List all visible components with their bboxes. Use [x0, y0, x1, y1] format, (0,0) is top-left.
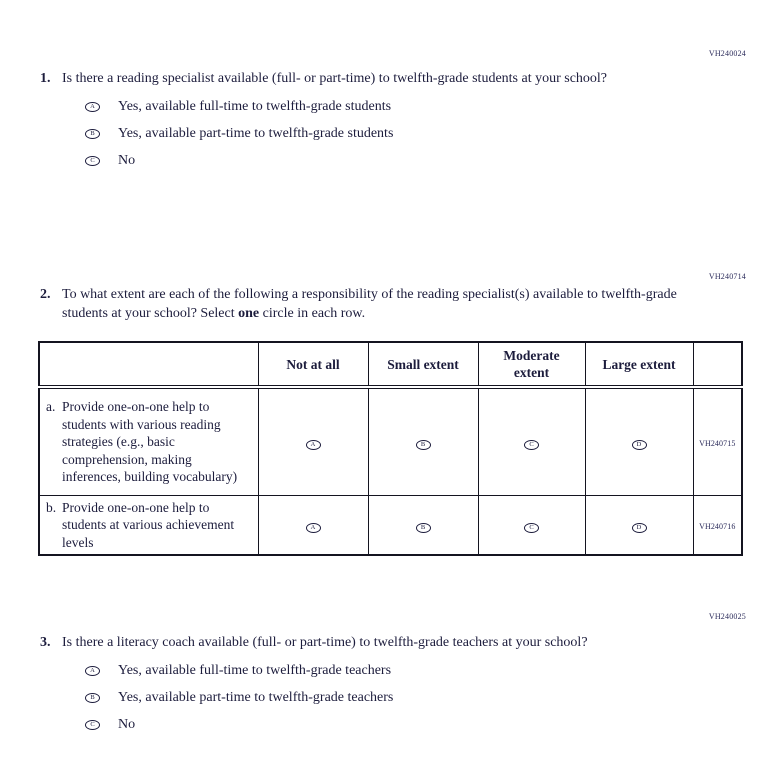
option-bubble-b-icon[interactable]: B	[85, 129, 100, 139]
question-3-number: 3.	[40, 635, 51, 650]
option-bubble-b-icon[interactable]: B	[85, 693, 100, 703]
row-a-bubble-d-icon[interactable]: D	[632, 440, 647, 450]
option-b-label: Yes, available part-time to twelfth-grade teachers	[118, 690, 394, 705]
question-2	[40, 285, 680, 323]
row-b-not-at-all-cell[interactable]	[258, 495, 368, 555]
question-2-text-post: circle in each row.	[259, 306, 366, 321]
option-a-label: Yes, available full-time to twelfth-grade students	[118, 99, 392, 114]
option-bubble-c-icon[interactable]: C	[85, 156, 100, 166]
question-3	[40, 633, 640, 734]
question-1-text: Is there a reading specialist available (full- or part-time) to twelfth-grade students at your school?	[62, 71, 608, 86]
row-b-bubble-a-icon[interactable]: A	[306, 523, 321, 533]
question-2-number: 2.	[40, 287, 51, 302]
row-a-prefix: a.	[46, 399, 56, 414]
question-2-text	[62, 285, 680, 323]
option-bubble-a-icon[interactable]: A	[85, 666, 100, 676]
matrix-header-code-column	[693, 342, 742, 387]
option-bubble-a-icon[interactable]: A	[85, 102, 100, 112]
question-3-options	[40, 662, 640, 734]
matrix-header-empty	[39, 342, 258, 387]
question-1-number: 1.	[40, 71, 51, 86]
question-2-text-pre: To what extent are each of the following a responsibility of the reading specialist(s) available to twelfth-grade students at your school? Select	[62, 287, 677, 321]
question-1-option-a[interactable]	[85, 98, 640, 116]
question-1-option-b[interactable]	[85, 125, 640, 143]
row-b-stem	[39, 495, 258, 555]
row-b-label: Provide one-on-one help to students at various achievement levels	[62, 499, 235, 550]
row-a-label: Provide one-on-one help to students with various reading strategies (e.g., basic comprehension, making inferences, building vocabulary)	[62, 399, 238, 484]
row-a-stem	[39, 387, 258, 495]
row-b-code-cell	[693, 495, 742, 555]
option-b-label: Yes, available part-time to twelfth-grade students	[118, 126, 394, 141]
row-a-large-extent-cell[interactable]	[585, 387, 693, 495]
question-2-stem	[40, 285, 680, 323]
row-a-code: VH240715	[699, 438, 736, 448]
question-1	[40, 69, 640, 170]
question-3-code: VH240025	[708, 612, 746, 621]
row-b-bubble-c-icon[interactable]: C	[524, 523, 539, 533]
matrix-row-b	[39, 495, 742, 555]
option-c-label: No	[118, 717, 136, 732]
row-b-bubble-d-icon[interactable]: D	[632, 523, 647, 533]
question-1-option-c[interactable]	[85, 152, 640, 170]
row-a-bubble-c-icon[interactable]: C	[524, 440, 539, 450]
row-b-moderate-extent-cell[interactable]	[478, 495, 585, 555]
question-3-stem	[40, 633, 640, 652]
question-1-stem	[40, 69, 640, 88]
question-1-code: VH240024	[708, 49, 746, 58]
option-a-label: Yes, available full-time to twelfth-grade teachers	[118, 663, 392, 678]
question-3-option-a[interactable]	[85, 662, 640, 680]
row-b-small-extent-cell[interactable]	[368, 495, 478, 555]
row-a-not-at-all-cell[interactable]	[258, 387, 368, 495]
row-a-code-cell	[693, 387, 742, 495]
matrix-header-not-at-all: Not at all	[258, 342, 368, 387]
row-a-moderate-extent-cell[interactable]	[478, 387, 585, 495]
row-a-bubble-a-icon[interactable]: A	[306, 440, 321, 450]
question-2-code: VH240714	[708, 272, 746, 281]
option-c-label: No	[118, 153, 136, 168]
row-a-bubble-b-icon[interactable]: B	[416, 440, 431, 450]
row-b-code: VH240716	[699, 521, 736, 531]
row-b-large-extent-cell[interactable]	[585, 495, 693, 555]
matrix-header-small-extent: Small extent	[368, 342, 478, 387]
option-bubble-c-icon[interactable]: C	[85, 720, 100, 730]
responsibility-matrix-table	[38, 341, 743, 556]
matrix-header-moderate-extent: Moderate extent	[478, 342, 585, 387]
question-3-text: Is there a literacy coach available (full- or part-time) to twelfth-grade teachers at your school?	[62, 635, 588, 650]
question-2-text-bold: one	[238, 306, 260, 321]
matrix-header-large-extent: Large extent	[585, 342, 693, 387]
row-b-bubble-b-icon[interactable]: B	[416, 523, 431, 533]
question-3-option-c[interactable]	[85, 716, 640, 734]
matrix-row-a	[39, 387, 742, 495]
row-a-small-extent-cell[interactable]	[368, 387, 478, 495]
matrix-header-row	[39, 342, 742, 387]
question-1-options	[40, 98, 640, 170]
row-b-prefix: b.	[46, 499, 57, 515]
question-3-option-b[interactable]	[85, 689, 640, 707]
